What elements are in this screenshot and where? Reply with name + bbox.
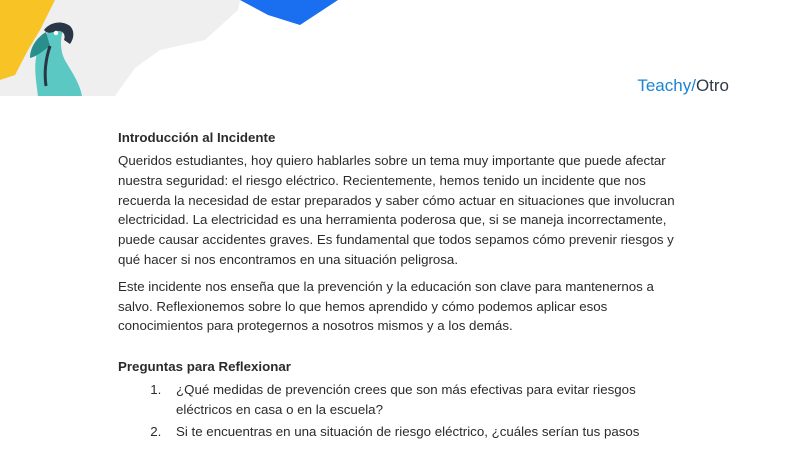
brand-name: Teachy — [637, 76, 692, 95]
document-body — [118, 128, 688, 444]
question-item-1: 1. ¿Qué medidas de prevención crees que son más efectivas para evitar riesgos eléctricos en casa o en la escuela? — [165, 380, 688, 420]
brand-category: Otro — [695, 76, 729, 95]
brand-logo[interactable] — [637, 75, 729, 97]
intro-paragraph-1: Queridos estudiantes, hoy quiero hablarles sobre un tema muy importante que puede afectar nuestra seguridad: el riesgo eléctrico. Recientemente, hemos tenido un incidente que nos recuerda la necesidad de estar preparados y saber cómo actuar en situaciones que involucran electricidad. La electricidad es una herramienta poderosa que, si se maneja incorrectamente, puede causar accidentes graves. Es fundamental que todos sepamos cómo prevenir riesgos y qué hacer si nos encontramos en una situación peligrosa. — [118, 153, 675, 267]
questions-list — [118, 380, 688, 441]
intro-paragraph-2: Este incidente nos enseña que la prevención y la educación son clave para mantenernos a salvo. Reflexionemos sobre lo que hemos aprendido y cómo podemos aplicar esos conocimientos para protegernos a nosotros mismos y a los demás. — [118, 278, 654, 334]
brand-separator: / — [691, 76, 696, 95]
questions-title: Preguntas para Reflexionar — [118, 359, 291, 375]
intro-title: Introducción al Incidente — [118, 130, 276, 145]
question-item-2: 2. Si te encuentras en una situación de riesgo eléctrico, ¿cuáles serían tus pasos — [165, 422, 688, 442]
blue-shape — [240, 0, 338, 25]
header-decoration — [0, 0, 340, 100]
